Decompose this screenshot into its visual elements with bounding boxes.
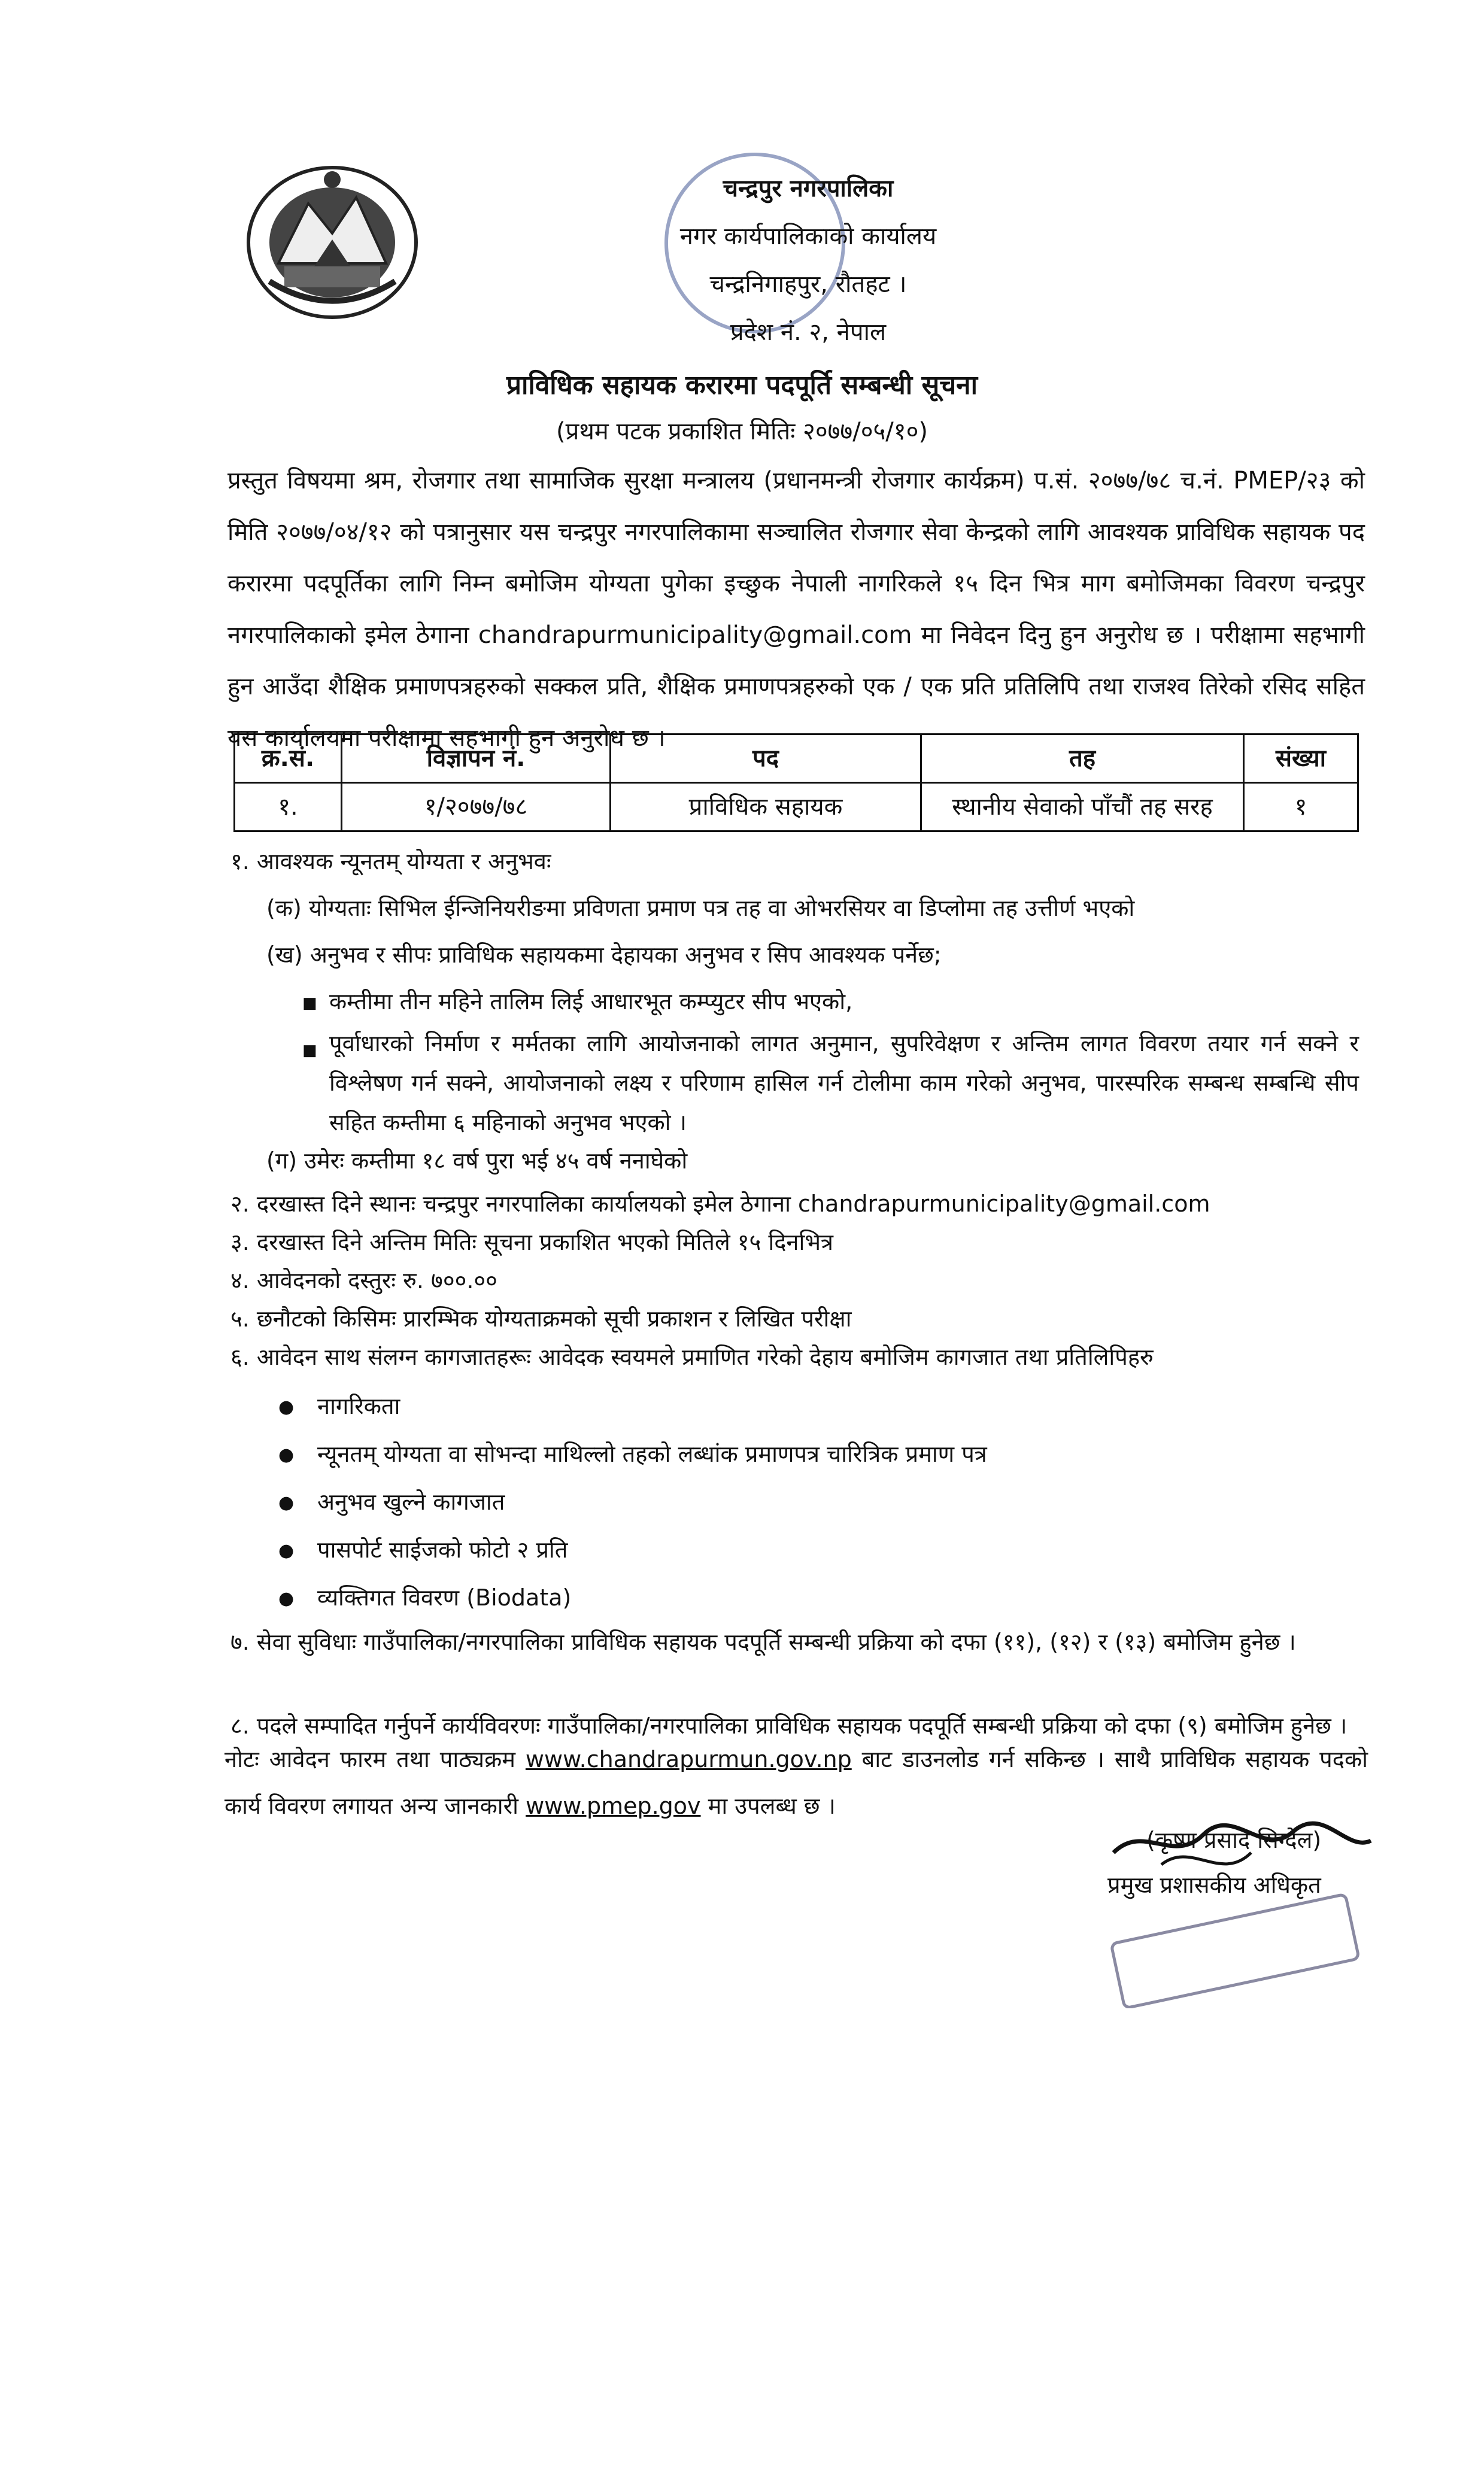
cell-post: प्राविधिक सहायक bbox=[611, 783, 921, 831]
col-level: तह bbox=[921, 734, 1244, 783]
office-name: नगर कार्यपालिकाको कार्यालय bbox=[679, 223, 937, 250]
pmep-link[interactable]: www.pmep.gov bbox=[526, 1793, 701, 1819]
section-6-heading: ६. आवेदन साथ संलग्न कागजातहरूः आवेदक स्वयमले प्रमाणित गरेको देहाय बमोजिम कागजात तथा प्रतिलिपिहरु bbox=[230, 1344, 1154, 1370]
nepal-emblem-icon bbox=[242, 162, 422, 323]
intro-email: chandrapurmunicipality@gmail.com bbox=[478, 621, 912, 649]
publish-date: (प्रथम पटक प्रकाशित मितिः २०७७/०५/१०) bbox=[556, 418, 928, 445]
signatory-name: (कृष्ण प्रसाद सिग्देल) bbox=[1146, 1827, 1322, 1853]
section-4: ४. आवेदनको दस्तुरः रु. ७००.०० bbox=[230, 1267, 497, 1294]
section-8: ८. पदले सम्पादित गर्नुपर्ने कार्यविवरणः गाउँपालिका/नगरपालिका प्राविधिक सहायक पदपूर्ति सम्बन्धी प्रक्रिया को दफा (९) बमोजिम हुनेछ । bbox=[230, 1713, 1348, 1739]
section-2: २. दरखास्त दिने स्थानः चन्द्रपुर नगरपालिका कार्यालयको इमेल ठेगाना chandrapurmunicipality@gmail.com bbox=[230, 1191, 1210, 1217]
section-5: ५. छनौटको किसिमः प्रारम्भिक योग्यताक्रमको सूची प्रकाशन र लिखित परीक्षा bbox=[230, 1306, 852, 1332]
doc-item-5: ● व्यक्तिगत विवरण (Biodata) bbox=[317, 1580, 571, 1616]
section-1-heading: १. आवश्यक न्यूनतम् योग्यता र अनुभवः bbox=[230, 848, 551, 875]
intro-text-1: प्रस्तुत विषयमा श्रम, रोजगार तथा सामाजिक सुरक्षा मन्त्रालय (प्रधानमन्त्री रोजगार कार्यक्रम) प.सं. २०७७/७८ च.नं. PMEP/२३ को मिति २०७७/०४/१२ को पत्रानुसार यस चन्द्रपुर नगरपालिकामा सञ्चालित रोजगार सेवा केन्द्रको लागि आवश्यक प्राविधिक सहायक पद करारमा पदपूर्तिका लागि निम्न बमोजिम योग्यता पुगेका इच्छुक नेपाली नागरिकले १५ दिन भित्र माग बमोजिमका विवरण चन्द्रपुर नगरपालिकाको इमेल ठेगाना bbox=[227, 467, 1365, 649]
section-1-ga: (ग) उमेरः कम्तीमा १८ वर्ष पुरा भई ४५ वर्ष ननाघेको bbox=[266, 1148, 688, 1174]
office-address: चन्द्रनिगाहपुर, रौतहट । bbox=[709, 271, 907, 298]
table-header-row bbox=[235, 734, 1358, 783]
note-suffix: मा उपलब्ध छ । bbox=[708, 1793, 836, 1819]
cell-level: स्थानीय सेवाको पाँचौं तह सरह bbox=[921, 783, 1244, 831]
letterhead bbox=[629, 165, 988, 356]
col-sn: क्र.सं. bbox=[235, 734, 342, 783]
col-ad-no: विज्ञापन नं. bbox=[342, 734, 611, 783]
skill-bullet-2: ■ पूर्वाधारको निर्माण र मर्मतका लागि आयोजनाको लागत अनुमान, सुपरिवेक्षण र अन्तिम लागत विवरण तयार गर्न सक्ने र विश्लेषण गर्न सक्ने, आयोजनाको लक्ष्य र परिणाम हासिल गर्न टोलीमा काम गरेको अनुभव, पारस्परिक सम्बन्ध सम्बन्धि सीप सहित कम्तीमा ६ महिनाको अनुभव भएको । bbox=[329, 1024, 1359, 1142]
doc-item-4: ● पासपोर्ट साईजको फोटो २ प्रति bbox=[317, 1532, 567, 1568]
note-middle: बाट डाउनलोड गर्न सकिन्छ । साथै प्राविधिक सहायक पदको कार्य विवरण लगायत अन्य जानकारी bbox=[224, 1746, 1368, 1819]
skill-bullet-1: ■ कम्तीमा तीन महिने तालिम लिई आधारभूत कम्प्युटर सीप भएको, bbox=[329, 984, 852, 1019]
section-1-ka: (क) योग्यताः सिभिल ईन्जिनियरीङमा प्रविणता प्रमाण पत्र तह वा ओभरसियर वा डिप्लोमा तह उत्तीर्ण भएको bbox=[266, 895, 1135, 921]
doc-item-3: ● अनुभव खुल्ने कागजात bbox=[317, 1485, 505, 1520]
cell-sn: १. bbox=[235, 783, 342, 831]
org-name: चन्द्रपुर नगरपालिका bbox=[723, 175, 894, 202]
section-7: ७. सेवा सुविधाः गाउँपालिका/नगरपालिका प्राविधिक सहायक पदपूर्ति सम्बन्धी प्रक्रिया को दफा (११), (१२) र (१३) बमोजिम हुनेछ । bbox=[230, 1629, 1296, 1655]
signatory-title: प्रमुख प्रशासकीय अधिकृत bbox=[1107, 1872, 1321, 1898]
doc-item-1: ● नागरिकता bbox=[317, 1389, 400, 1424]
notice-title: प्राविधिक सहायक करारमा पदपूर्ति सम्बन्धी सूचना bbox=[506, 370, 978, 400]
note-paragraph bbox=[224, 1736, 1368, 1829]
intro-text-2: मा निवेदन दिनु हुन अनुरोध छ । परीक्षामा सहभागी हुन आउँदा शैक्षिक प्रमाणपत्रहरुको सक्कल प्रति, शैक्षिक प्रमाणपत्रहरुको एक / एक प्रति प्रतिलिपि तथा राजश्व तिरेको रसिद सहित यस कार्यालयमा परीक्षामा सहभागी हुन अनुरोध छ । bbox=[227, 621, 1365, 752]
col-post: पद bbox=[611, 734, 921, 783]
cell-ad-no: १/२०७७/७८ bbox=[342, 783, 611, 831]
section-1-kha: (ख) अनुभव र सीपः प्राविधिक सहायकमा देहायका अनुभव र सिप आवश्यक पर्नेछ; bbox=[266, 942, 942, 968]
vacancy-table bbox=[233, 733, 1359, 832]
note-prefix: नोटः आवेदन फारम तथा पाठ्यक्रम bbox=[224, 1746, 515, 1772]
section-3: ३. दरखास्त दिने अन्तिम मितिः सूचना प्रकाशित भएको मितिले १५ दिनभित्र bbox=[230, 1229, 834, 1255]
col-count: संख्या bbox=[1244, 734, 1358, 783]
province: प्रदेश नं. २, नेपाल bbox=[730, 318, 887, 346]
cell-count: १ bbox=[1244, 783, 1358, 831]
download-link[interactable]: www.chandrapurmun.gov.np bbox=[525, 1746, 852, 1772]
doc-item-2: ● न्यूनतम् योग्यता वा सोभन्दा माथिल्लो तहको लब्धांक प्रमाणपत्र चारित्रिक प्रमाण पत्र bbox=[317, 1437, 987, 1472]
table-row bbox=[235, 783, 1358, 831]
intro-paragraph bbox=[227, 455, 1365, 764]
